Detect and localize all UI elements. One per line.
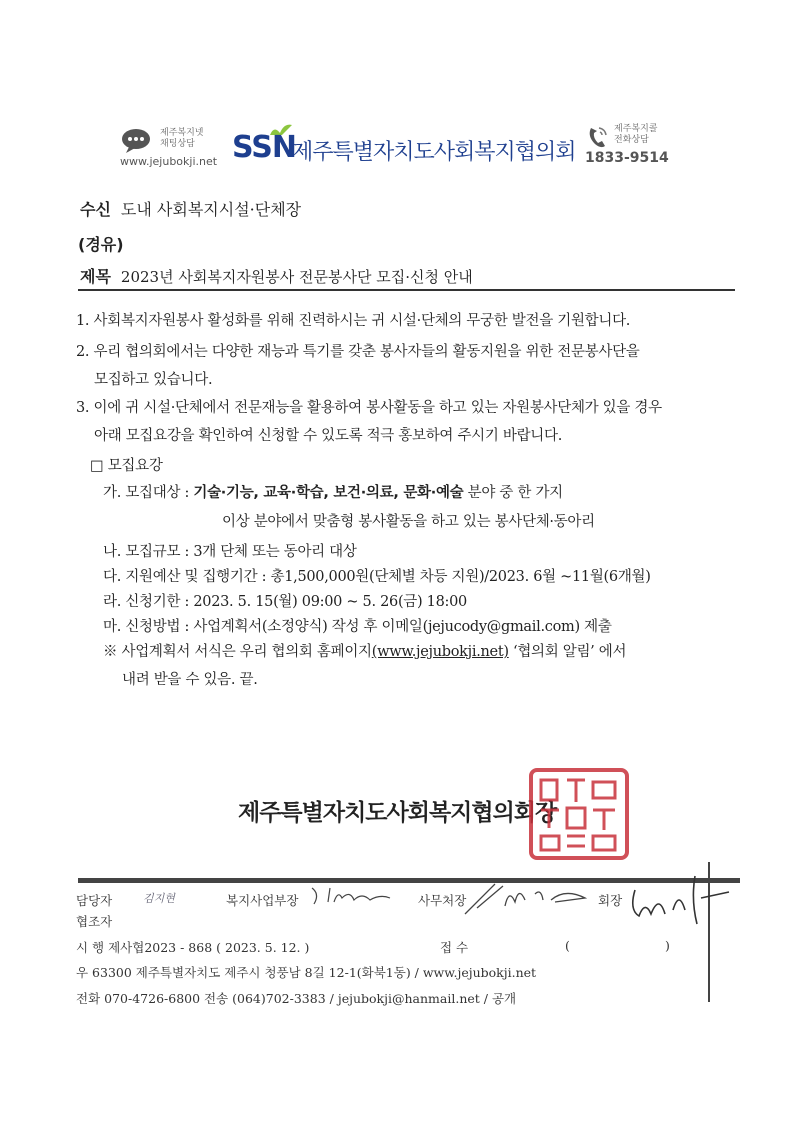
receipt-paren-open: ( bbox=[565, 938, 570, 953]
via-label: (경유) bbox=[78, 235, 124, 254]
paragraph-2: 2. 우리 협의회에서는 다양한 재능과 특기를 갖춘 봉사자들의 활동지원을 위한 전문봉사단을 bbox=[76, 344, 640, 360]
phone-label-2: 전화상담 bbox=[614, 135, 649, 145]
paragraph-3-cont: 아래 모집요강을 확인하여 신청할 수 있도록 적극 홍보하여 주시기 바랍니다. bbox=[94, 428, 563, 444]
chair-signature-icon bbox=[625, 870, 735, 934]
chat-label-2: 채팅상담 bbox=[160, 139, 195, 149]
enforcement-info: 시 행 제사협2023 - 868 ( 2023. 5. 12. ) bbox=[76, 940, 310, 955]
letterhead-website: www.jejubokji.net bbox=[120, 155, 218, 168]
secretary-signature-icon bbox=[455, 878, 595, 922]
phone-label-1: 제주복지콜 bbox=[614, 124, 658, 134]
chat-icon bbox=[121, 128, 155, 158]
dept-head-label: 복지사업부장 bbox=[226, 893, 299, 908]
paragraph-2-cont: 모집하고 있습니다. bbox=[94, 372, 213, 388]
chat-label bbox=[160, 128, 203, 150]
address: 우 63300 제주특별자치도 제주시 청풍남 8길 12-1(화북1동) / www.jejubokji.net bbox=[76, 965, 537, 980]
section-title: □ 모집요강 bbox=[90, 458, 163, 474]
org-name: 제주특별자치도사회복지협의회 bbox=[292, 140, 576, 165]
item-ga-fields: 기술·기능, 교육·학습, 보건·의료, 문화·예술 bbox=[193, 485, 464, 501]
via-row bbox=[78, 232, 134, 255]
official-seal-icon bbox=[527, 766, 631, 866]
phone-label bbox=[614, 124, 657, 146]
secretary-label: 사무처장 bbox=[418, 893, 467, 908]
manager-label: 담당자 bbox=[76, 893, 113, 908]
dept-head-signature-icon bbox=[310, 884, 410, 912]
receipt-label: 접 수 bbox=[440, 940, 469, 955]
note-suffix: ‘협의회 알림’ 에서 bbox=[508, 644, 627, 660]
subject-row bbox=[80, 264, 473, 287]
subject-label: 제목 bbox=[80, 267, 111, 286]
recipient-row bbox=[80, 197, 301, 220]
item-ma: 마. 신청방법 : 사업계획서(소정양식) 작성 후 이메일(jejucody@gmail.com) 제출 bbox=[103, 619, 612, 635]
note-cont: 내려 받을 수 있음. 끝. bbox=[122, 672, 258, 688]
receipt-paren-close: ) bbox=[665, 938, 670, 953]
cooperator-label: 협조자 bbox=[76, 914, 113, 929]
item-na: 나. 모집규모 : 3개 단체 또는 동아리 대상 bbox=[103, 544, 357, 560]
recipient: 도내 사회복지시설·단체장 bbox=[120, 200, 302, 219]
manager-signature: 김지현 bbox=[143, 892, 175, 905]
issuer-name: 제주특별자치도사회복지협의회장 bbox=[238, 800, 557, 826]
item-da: 다. 지원예산 및 집행기간 : 총1,500,000원(단체별 차등 지원)/2023. 6월 ~11월(6개월) bbox=[103, 569, 651, 585]
subject: 2023년 사회복지자원봉사 전문봉사단 모집·신청 안내 bbox=[120, 268, 473, 286]
item-ra: 라. 신청기한 : 2023. 5. 15(월) 09:00 ~ 5. 26(금) 18:00 bbox=[103, 594, 467, 610]
note bbox=[103, 640, 626, 661]
header-divider bbox=[78, 289, 735, 291]
homepage-link[interactable]: (www.jejubokji.net) bbox=[371, 644, 509, 660]
item-ga-cont: 이상 분야에서 맞춤형 봉사활동을 하고 있는 봉사단체·동아리 bbox=[222, 514, 595, 530]
note-prefix: ※ 사업계획서 서식은 우리 협의회 홈페이지 bbox=[103, 644, 372, 660]
phone-number: 1833-9514 bbox=[585, 150, 669, 166]
item-ga-label: 가. 모집대상 : bbox=[103, 485, 194, 501]
ssn-logo: SSN bbox=[232, 130, 296, 165]
chat-label-1: 제주복지넷 bbox=[160, 128, 204, 138]
chair-label: 회장 bbox=[598, 893, 623, 908]
paragraph-3: 3. 이에 귀 시설·단체에서 전문재능을 활용하여 봉사활동을 하고 있는 자원봉사단체가 있을 경우 bbox=[76, 400, 662, 416]
item-ga-rest: 분야 중 한 가지 bbox=[463, 485, 563, 501]
item-ga bbox=[103, 481, 563, 502]
recipient-label: 수신 bbox=[80, 200, 111, 219]
paragraph-1: 1. 사회복지자원봉사 활성화를 위해 진력하시는 귀 시설·단체의 무궁한 발전을 기원합니다. bbox=[76, 313, 631, 329]
contact-info: 전화 070-4726-6800 전송 (064)702-3383 / jejubokji@hanmail.net / 공개 bbox=[76, 991, 517, 1006]
